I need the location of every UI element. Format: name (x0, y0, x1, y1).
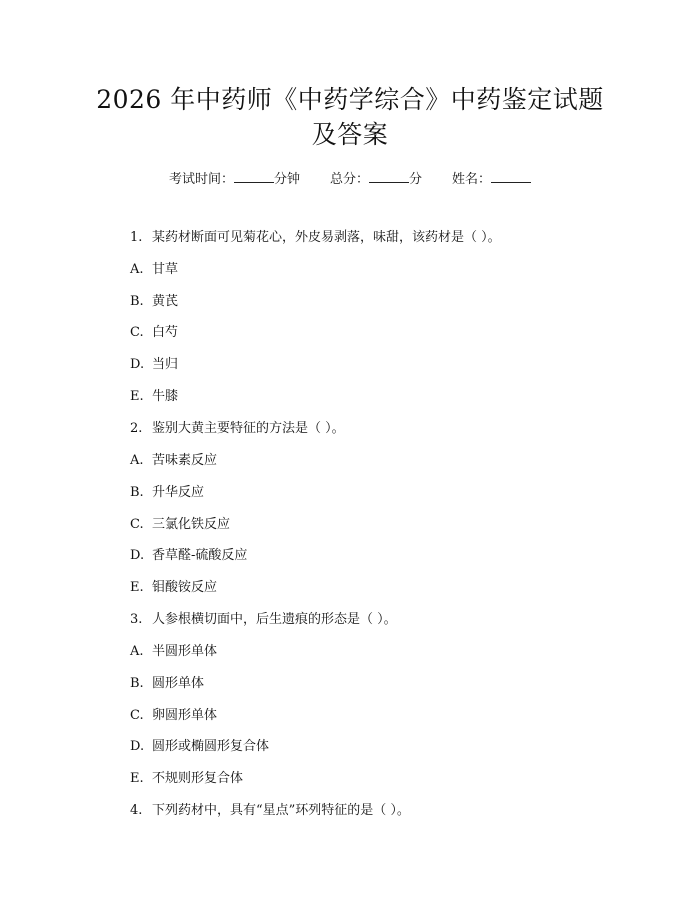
question-number: 2. (130, 421, 143, 436)
name-label: 姓名： (452, 172, 492, 187)
option-text: 香草醛-硫酸反应 (152, 548, 248, 563)
option-letter: D. (130, 548, 145, 563)
option-3c (130, 707, 217, 725)
option-letter: C. (130, 517, 144, 532)
option-letter: A. (130, 262, 144, 277)
option-letter: E. (130, 580, 144, 595)
option-text: 钼酸铵反应 (152, 580, 218, 595)
option-letter: D. (130, 357, 145, 372)
option-letter: C. (130, 325, 144, 340)
option-letter: E. (130, 771, 144, 786)
option-text: 不规则形复合体 (152, 771, 244, 786)
option-2a (130, 452, 217, 470)
option-text: 半圆形单体 (152, 644, 218, 659)
option-3e (130, 770, 243, 788)
option-text: 当归 (152, 357, 179, 372)
question-text: 某药材断面可见菊花心，外皮易剥落，味甜，该药材是（ ）。 (152, 230, 501, 245)
option-1b (130, 293, 178, 311)
question-text: 鉴别大黄主要特征的方法是（ ）。 (152, 421, 345, 436)
name-blank (491, 169, 531, 183)
option-text: 白芍 (152, 325, 179, 340)
question-text: 人参根横切面中，后生遗痕的形态是（ ）。 (152, 612, 397, 627)
question-1 (130, 229, 501, 247)
option-3d (130, 738, 269, 756)
option-text: 升华反应 (152, 485, 205, 500)
option-1d (130, 356, 178, 374)
option-letter: C. (130, 708, 144, 723)
option-letter: A. (130, 453, 144, 468)
option-3b (130, 675, 204, 693)
question-3 (130, 611, 397, 629)
option-text: 牛膝 (152, 389, 179, 404)
question-number: 1. (130, 230, 143, 245)
time-blank (234, 169, 274, 183)
time-unit: 分钟 (273, 172, 300, 187)
score-blank (369, 169, 409, 183)
option-letter: B. (130, 676, 144, 691)
option-3a (130, 643, 217, 661)
option-2c (130, 516, 230, 534)
option-letter: D. (130, 739, 145, 754)
score-label: 总分： (329, 172, 369, 187)
option-letter: B. (130, 485, 144, 500)
option-text: 圆形或椭圆形复合体 (152, 739, 270, 754)
question-text: 下列药材中，具有“星点”环列特征的是（ ）。 (152, 803, 410, 818)
option-letter: B. (130, 294, 144, 309)
option-2d (130, 547, 247, 565)
score-unit: 分 (409, 172, 423, 187)
option-text: 甘草 (152, 262, 179, 277)
document-title-line-2: 及答案 (311, 120, 389, 149)
option-text: 卵圆形单体 (152, 708, 218, 723)
option-text: 黄芪 (152, 294, 179, 309)
question-2 (130, 420, 345, 438)
option-letter: E. (130, 389, 144, 404)
option-1a (130, 261, 178, 279)
option-2e (130, 579, 217, 597)
option-text: 圆形单体 (152, 676, 205, 691)
question-4 (130, 802, 410, 820)
option-2b (130, 484, 204, 502)
option-letter: A. (130, 644, 144, 659)
option-1c (130, 324, 178, 342)
question-number: 3. (130, 612, 143, 627)
question-number: 4. (130, 803, 143, 818)
exam-info-line (0, 169, 700, 189)
option-1e (130, 388, 178, 406)
option-text: 苦味素反应 (152, 453, 218, 468)
time-label: 考试时间： (168, 172, 234, 187)
document-title-line-1: 2026 年中药师《中药学综合》中药鉴定试题 (96, 85, 604, 114)
option-text: 三氯化铁反应 (152, 517, 231, 532)
